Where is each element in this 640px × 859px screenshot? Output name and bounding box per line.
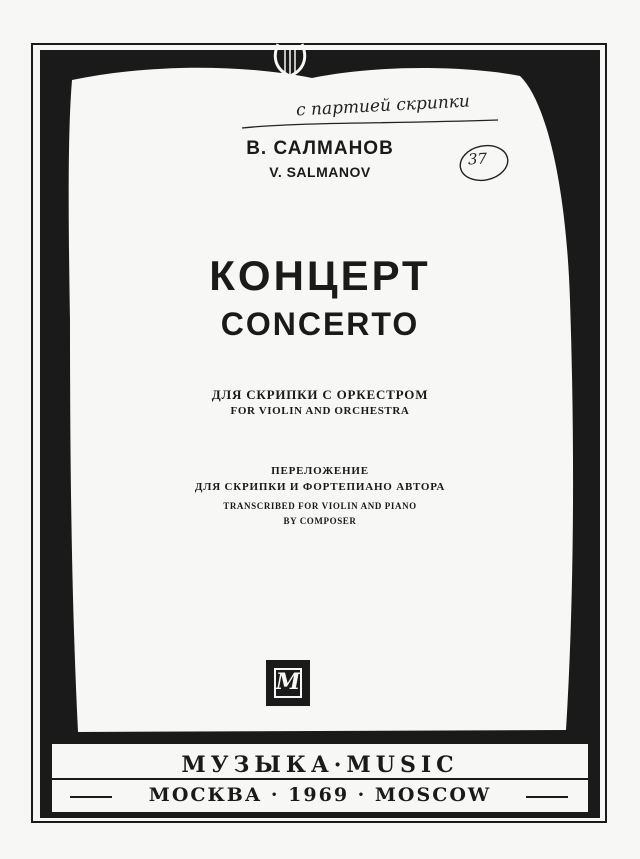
transcription-line-1: ПЕРЕЛОЖЕНИЕ — [271, 465, 369, 477]
city-year: МОСКВА · 1969 · MOSCOW — [148, 784, 492, 806]
subtitle-ru: ДЛЯ СКРИПКИ С ОРКЕСТРОМ — [211, 387, 429, 402]
title-en: CONCERTO — [220, 306, 420, 342]
transcription-line-4: BY COMPOSER — [283, 516, 357, 526]
subtitle-en: FOR VIOLIN AND ORCHESTRA — [230, 405, 410, 417]
transcription-line-2: ДЛЯ СКРИПКИ И ФОРТЕПИАНО АВТОРА — [194, 481, 446, 493]
handwritten-number: 37 — [467, 149, 488, 169]
handwritten-note: с партией скрипки — [295, 91, 471, 121]
transcription-line-3: TRANSCRIBED FOR VIOLIN AND PIANO — [223, 501, 417, 511]
publisher-name: МУЗЫКА·MUSIC — [181, 752, 459, 778]
title-ru: КОНЦЕРТ — [209, 252, 431, 299]
author-name-en: V. SALMANOV — [269, 164, 371, 180]
lyre-icon — [270, 40, 310, 86]
logo-letter: М — [275, 669, 301, 695]
publisher-logo-icon — [266, 660, 310, 706]
handwritten-underline — [240, 118, 500, 134]
author-name-ru: В. САЛМАНОВ — [246, 138, 394, 159]
